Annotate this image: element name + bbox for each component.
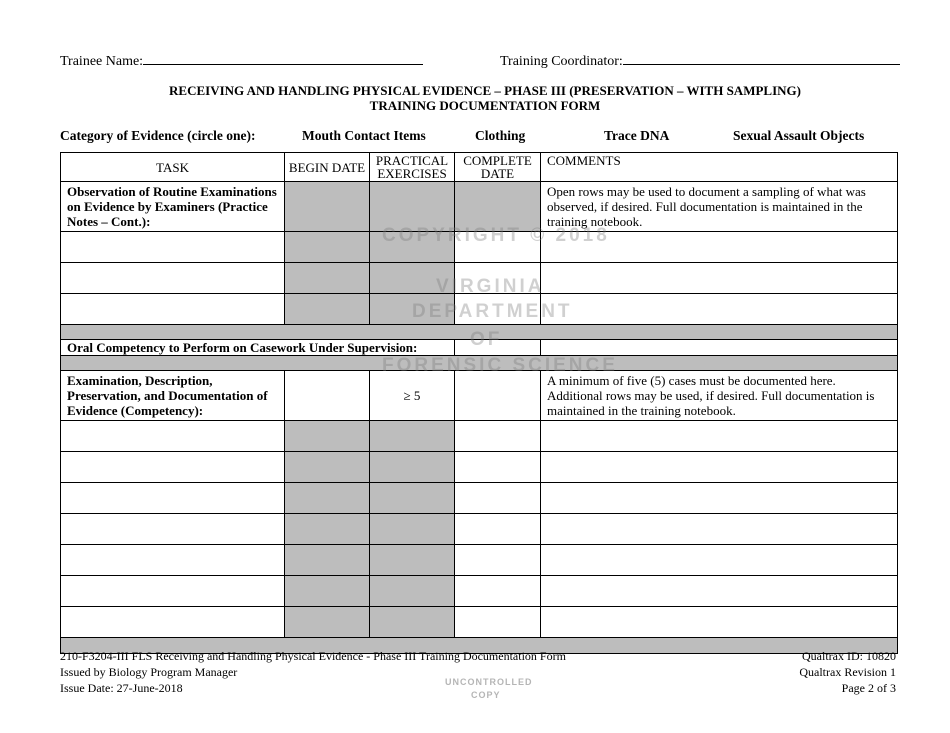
practical-cell [370, 483, 455, 514]
watermark-uncontrolled: UNCONTROLLED [445, 677, 533, 687]
practical-cell [370, 576, 455, 607]
practical-cell [370, 294, 455, 325]
task-cell[interactable] [61, 514, 285, 545]
trainee-name-field[interactable] [60, 52, 423, 70]
category-label: Category of Evidence (circle one): [60, 128, 256, 143]
practical-cell [370, 452, 455, 483]
footer-left [60, 648, 566, 696]
training-coordinator-field[interactable] [500, 52, 900, 70]
begin-date-cell [285, 483, 370, 514]
watermark-forensic-science: FORENSIC SCIENCE [382, 355, 618, 376]
table-row [61, 576, 898, 607]
comment-cell[interactable] [541, 340, 898, 356]
watermark-copy: COPY [471, 690, 501, 700]
category-option-mouth-contact[interactable]: Mouth Contact Items [302, 128, 426, 143]
category-option-sexual-assault-objects[interactable]: Sexual Assault Objects [733, 128, 865, 143]
header-begin-date: BEGIN DATE [285, 153, 370, 182]
table-row [61, 514, 898, 545]
complete-date-cell[interactable] [455, 263, 541, 294]
form-title-line1: RECEIVING AND HANDLING PHYSICAL EVIDENCE – PHASE III (PRESERVATION – WITH SAMPLING) [169, 83, 801, 98]
category-option-trace-dna[interactable]: Trace DNA [604, 128, 670, 143]
begin-date-cell [285, 232, 370, 263]
task-cell[interactable] [61, 263, 285, 294]
table-row [61, 294, 898, 325]
complete-date-cell[interactable] [455, 545, 541, 576]
begin-date-cell [285, 607, 370, 638]
complete-date-cell[interactable] [455, 514, 541, 545]
practical-minimum: ≥ 5 [370, 371, 455, 421]
trainee-name-label: Trainee Name: [60, 54, 144, 69]
separator-row [61, 325, 898, 340]
begin-date-cell [285, 421, 370, 452]
complete-date-cell [455, 182, 541, 232]
watermark-virginia: VIRGINIA [436, 276, 545, 297]
comment-cell[interactable] [541, 452, 898, 483]
section-observation-row [61, 182, 898, 232]
begin-date-cell [285, 294, 370, 325]
table-row [61, 232, 898, 263]
task-cell[interactable] [61, 421, 285, 452]
comment-cell[interactable] [541, 514, 898, 545]
practical-cell [370, 545, 455, 576]
comment-cell[interactable] [541, 263, 898, 294]
complete-date-cell[interactable] [455, 483, 541, 514]
category-option-clothing[interactable]: Clothing [475, 128, 526, 143]
comment-cell[interactable] [541, 483, 898, 514]
begin-date-cell [285, 263, 370, 294]
section-examination-row [61, 371, 898, 421]
header-comments: COMMENTS [541, 153, 898, 182]
comment-examination: A minimum of five (5) cases must be documented here. Additional rows may be used, if desired. Full documentation is maintained in the training notebook. [541, 371, 898, 421]
footer-doc-name: 210-F3204-III FLS Receiving and Handling Physical Evidence - Phase III Training Documentation Form [60, 649, 566, 663]
comment-observation: Open rows may be used to document a sampling of what was observed, if desired. Full documentation is maintained in the training notebook. [541, 182, 898, 232]
begin-date-cell [285, 545, 370, 576]
watermark-copyright: COPYRIGHT © 2018 [382, 225, 610, 246]
complete-date-cell[interactable] [455, 421, 541, 452]
comment-cell[interactable] [541, 576, 898, 607]
table-row [61, 545, 898, 576]
form-title-line2: TRAINING DOCUMENTATION FORM [369, 98, 601, 113]
task-examination: Examination, Description, Preservation, and Documentation of Evidence (Competency): [61, 371, 285, 421]
section-oral-competency-row [61, 340, 898, 356]
footer-qualtrax-id: Qualtrax ID: 10820 [802, 649, 896, 663]
task-cell[interactable] [61, 607, 285, 638]
begin-date-cell [285, 182, 370, 232]
table-row [61, 421, 898, 452]
practical-cell [370, 607, 455, 638]
complete-date-cell[interactable] [455, 607, 541, 638]
comment-cell[interactable] [541, 232, 898, 263]
watermark-department: DEPARTMENT [412, 301, 573, 322]
footer-right [799, 648, 896, 696]
header-practical-exercises: PRACTICAL EXERCISES [370, 153, 455, 182]
task-cell[interactable] [61, 545, 285, 576]
begin-date-cell [285, 514, 370, 545]
footer-issued-by: Issued by Biology Program Manager [60, 665, 238, 679]
comment-cell[interactable] [541, 294, 898, 325]
practical-cell [370, 421, 455, 452]
footer-issue-date: Issue Date: 27-June-2018 [60, 681, 183, 695]
comment-cell[interactable] [541, 421, 898, 452]
complete-date-cell[interactable] [455, 294, 541, 325]
watermark-of: OF [470, 329, 503, 350]
training-coordinator-line[interactable] [623, 52, 900, 65]
practical-cell [370, 232, 455, 263]
footer-qualtrax-revision: Qualtrax Revision 1 [799, 665, 896, 679]
practical-cell [370, 263, 455, 294]
comment-cell[interactable] [541, 545, 898, 576]
trainee-name-line[interactable] [143, 52, 423, 65]
complete-date-cell[interactable] [455, 452, 541, 483]
begin-date-cell [285, 576, 370, 607]
footer-page-number: Page 2 of 3 [841, 681, 896, 695]
task-cell[interactable] [61, 576, 285, 607]
table-row [61, 263, 898, 294]
task-cell[interactable] [61, 483, 285, 514]
table-row [61, 452, 898, 483]
task-cell[interactable] [61, 232, 285, 263]
begin-date-cell [285, 452, 370, 483]
header-complete-date: COMPLETE DATE [455, 153, 541, 182]
separator-row [61, 356, 898, 371]
table-header-row [61, 153, 898, 182]
training-table [60, 152, 898, 654]
complete-date-cell[interactable] [455, 232, 541, 263]
training-coordinator-label: Training Coordinator: [500, 54, 623, 69]
practical-cell [370, 182, 455, 232]
separator-cell [61, 356, 898, 371]
practical-cell [370, 514, 455, 545]
task-observation: Observation of Routine Examinations on Evidence by Examiners (Practice Notes – Cont.): [61, 182, 285, 232]
task-cell[interactable] [61, 452, 285, 483]
separator-cell [61, 325, 898, 340]
header-task: TASK [61, 153, 285, 182]
table-row [61, 483, 898, 514]
complete-date-cell[interactable] [455, 371, 541, 421]
task-oral-competency: Oral Competency to Perform on Casework Under Supervision: [61, 340, 455, 356]
table-row [61, 607, 898, 638]
complete-date-cell[interactable] [455, 576, 541, 607]
complete-date-cell[interactable] [455, 340, 541, 356]
comment-cell[interactable] [541, 607, 898, 638]
task-cell[interactable] [61, 294, 285, 325]
begin-date-cell[interactable] [285, 371, 370, 421]
